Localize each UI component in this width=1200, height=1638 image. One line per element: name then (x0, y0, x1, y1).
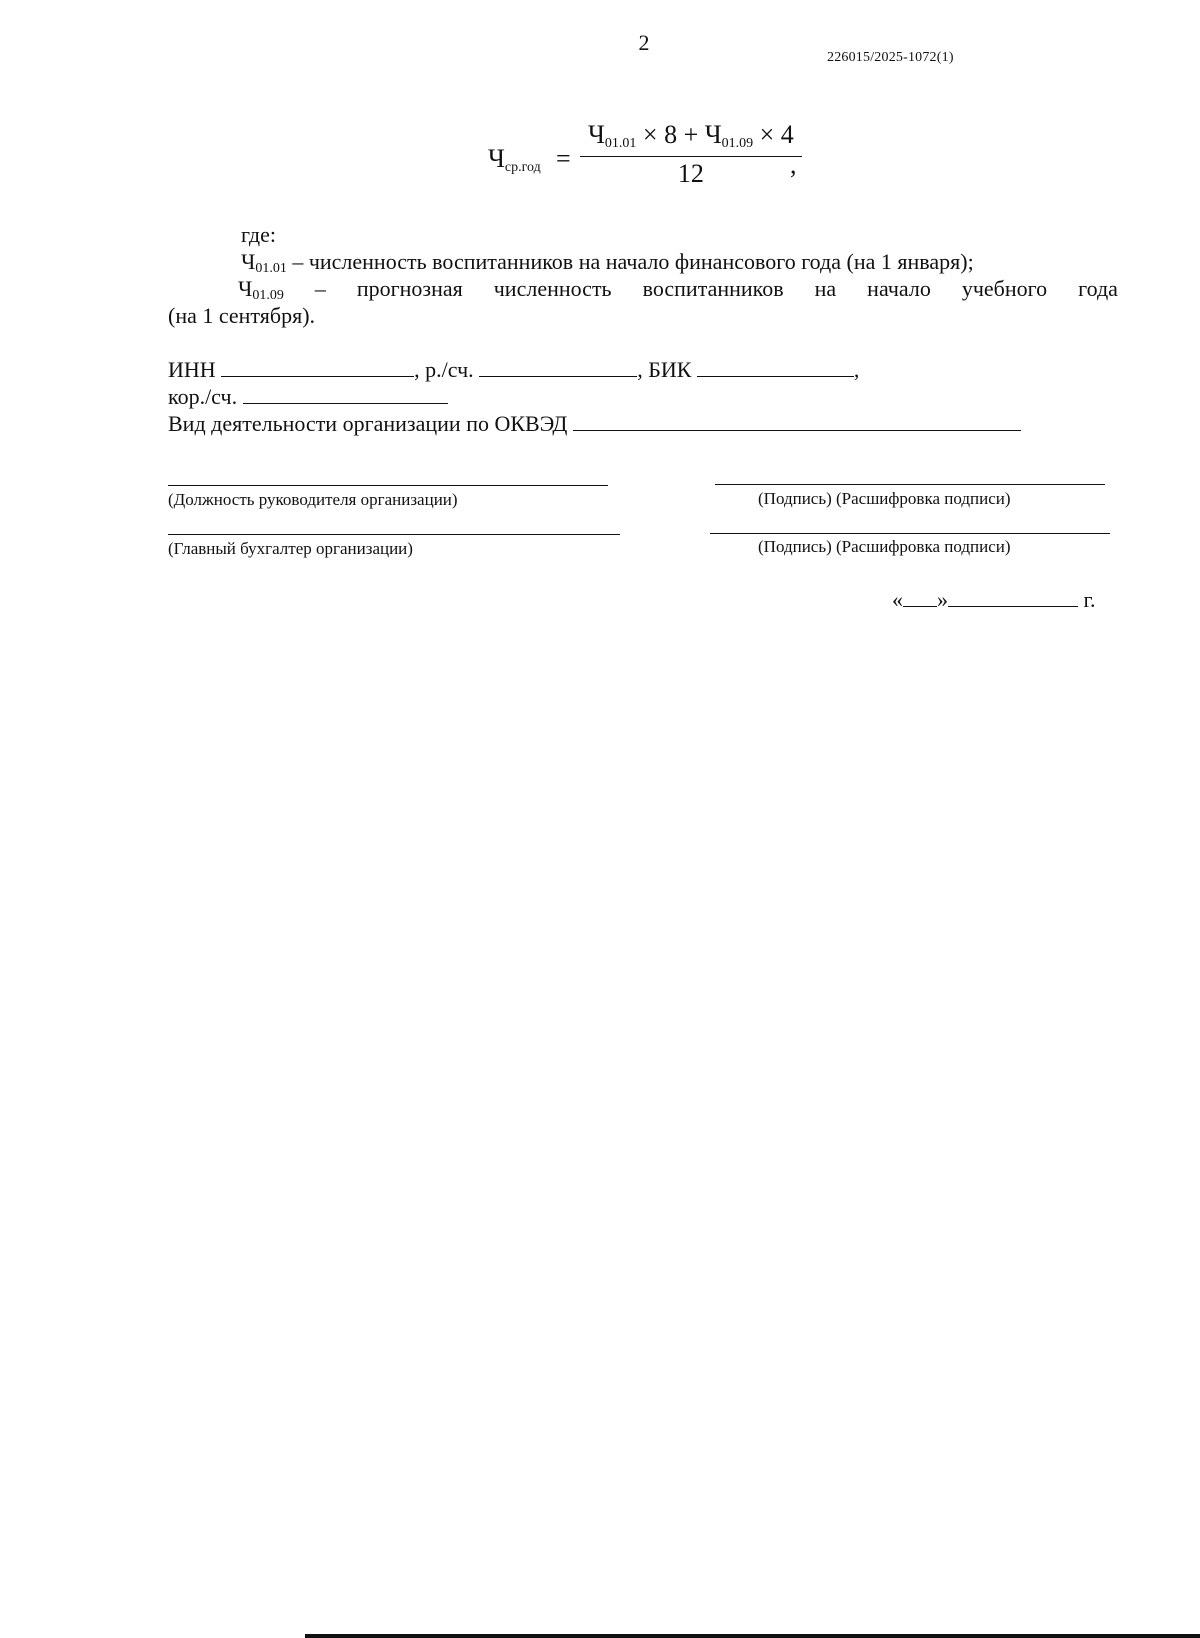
head-signature-line[interactable] (715, 484, 1105, 485)
okved-label: Вид деятельности организации по ОКВЭД (168, 411, 568, 436)
accountant-line[interactable] (168, 534, 620, 535)
definition-sep-word: начало (867, 276, 931, 301)
accountant-signature-line[interactable] (710, 533, 1110, 534)
date-line (892, 586, 1096, 613)
date-day-field[interactable] (903, 586, 937, 607)
scan-edge-bar (305, 1634, 1200, 1638)
document-number: 226015/2025-1072(1) (827, 50, 954, 65)
definition-jan: $Ч_{01.01}$ – численность воспитанников на начало финансового года (на 1 января); (241, 249, 974, 276)
ks-label: кор./сч. (168, 384, 238, 409)
trailing-comma: , (853, 357, 860, 382)
head-signature-label: (Подпись) (Расшифровка подписи) (758, 489, 1011, 508)
requisites-row-2 (168, 383, 448, 410)
accountant-label: (Главный бухгалтер организации) (168, 539, 413, 558)
date-month-field[interactable] (948, 586, 1078, 607)
requisites-row-3 (168, 410, 1021, 437)
definition-sep-word: года (1078, 276, 1118, 301)
inn-label: ИНН (168, 357, 216, 382)
where-label: где: (241, 222, 276, 247)
formula-comma: , (790, 150, 797, 179)
definition-sep-word: прогнозная (356, 276, 463, 301)
formula-fraction (580, 120, 802, 189)
definition-sep (238, 276, 1118, 304)
formula-lhs: $Ч_{ср.год}$ (488, 144, 541, 175)
definition-sep-word: на (814, 276, 837, 301)
definition-sep-word: численность (493, 276, 612, 301)
definition-sep-continuation: (на 1 сентября). (168, 303, 316, 328)
bik-label: , БИК (637, 357, 692, 382)
okved-field[interactable] (573, 410, 1021, 431)
definition-sep-word: учебного (961, 276, 1048, 301)
formula-numerator: $Ч_{01.01} \times 8 + Ч_{01.09} \times 4$ (580, 120, 802, 157)
formula-denominator: 12 (677, 159, 704, 188)
date-year-suffix: г. (1083, 587, 1096, 612)
definition-sep-word: воспитанников (642, 276, 784, 301)
ks-field[interactable] (243, 383, 448, 404)
rs-field[interactable] (479, 356, 637, 377)
page-number: 2 (638, 30, 650, 55)
definition-sep-symbol: $Ч_{01.09}$ (238, 276, 284, 303)
accountant-signature-label: (Подпись) (Расшифровка подписи) (758, 537, 1011, 556)
definition-sep-word: – (314, 276, 326, 301)
bik-field[interactable] (697, 356, 854, 377)
inn-field[interactable] (221, 356, 414, 377)
rs-label: , р./сч. (414, 357, 474, 382)
formula-equals: = (556, 144, 571, 173)
requisites-row-1 (168, 356, 859, 383)
head-position-label: (Должность руководителя организации) (168, 490, 458, 509)
head-position-line[interactable] (168, 485, 608, 486)
date-close-quote: » (937, 587, 948, 612)
date-open-quote: « (892, 587, 903, 612)
